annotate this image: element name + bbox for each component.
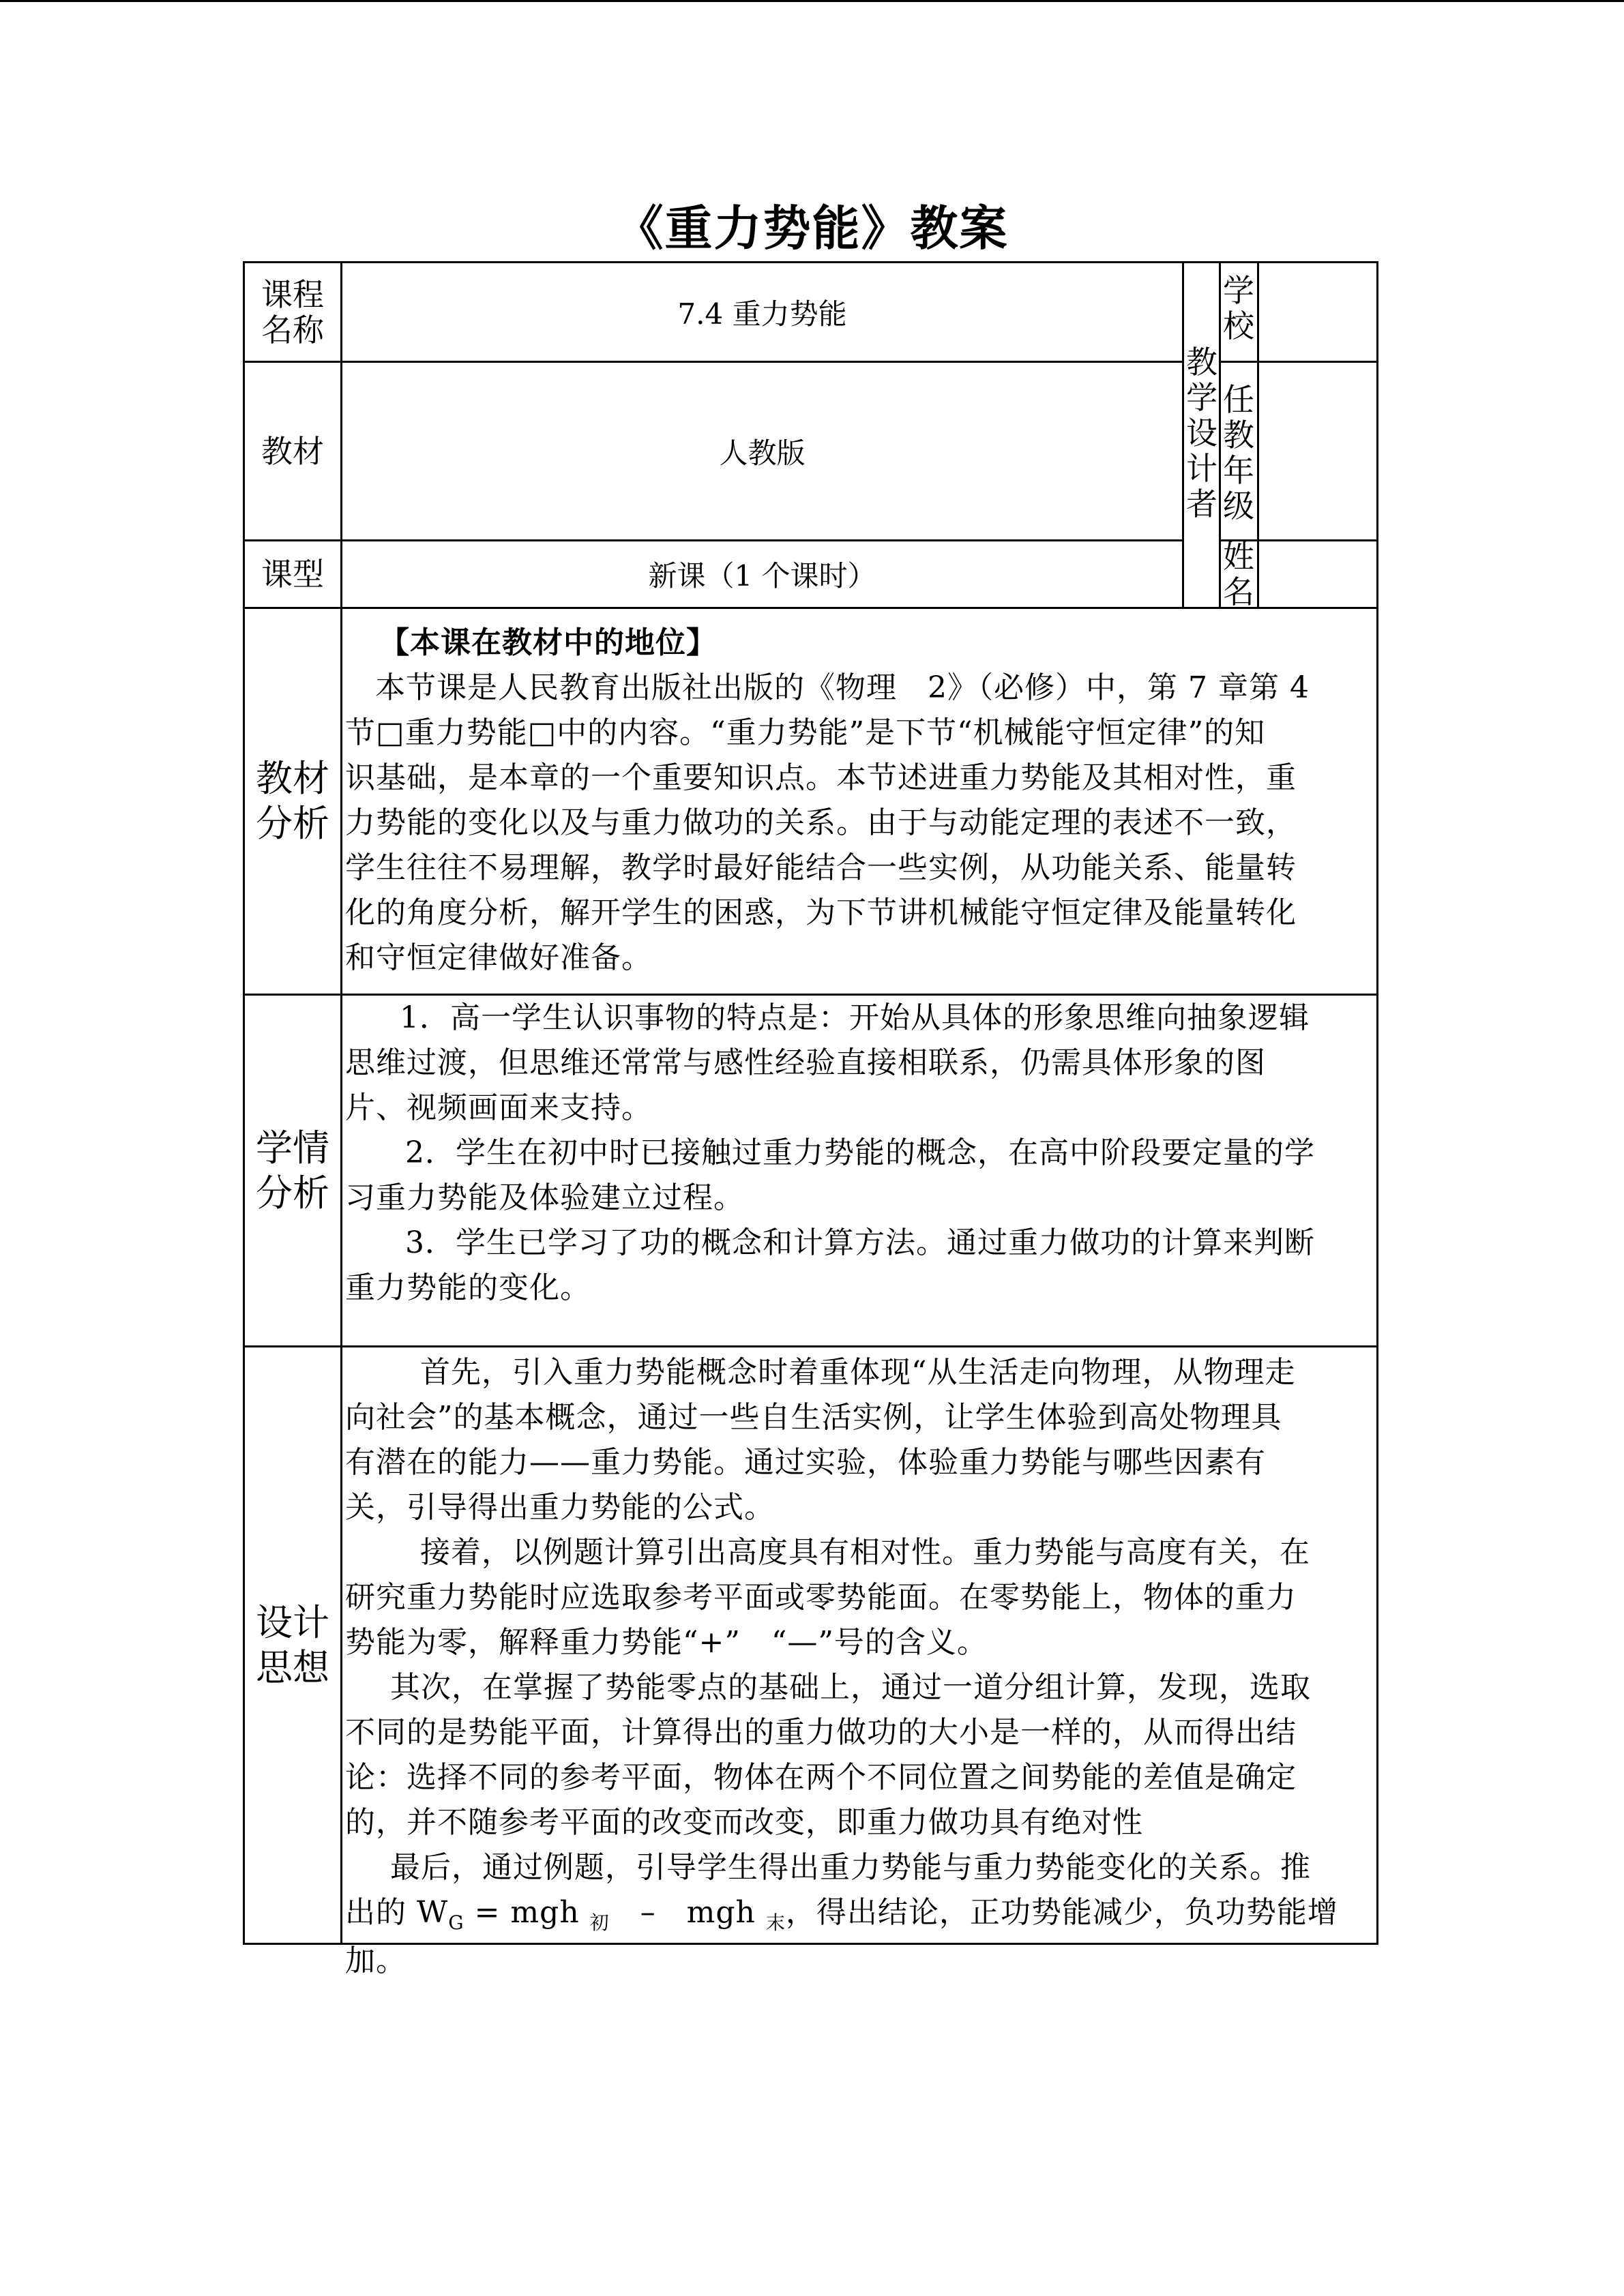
design-line-13: 出的 $W_G$ = mgh $_初$ – mgh $_末$，得出结论，正功势能减少，负功势能增加。	[345, 1895, 1338, 1978]
design-line-3: 有潜在的能力——重力势能。通过实验，体验重力势能与哪些因素有	[345, 1445, 1266, 1480]
textbook-label: 教材	[261, 432, 324, 470]
design-thinking-label-line1: 设计	[256, 1600, 329, 1644]
textbook-analysis-label-line1: 教材	[256, 757, 329, 800]
analysis-line-5: 学生往往不易理解，教学时最好能结合一些实例，从功能关系、能量转	[345, 850, 1297, 885]
design-line-1: 首先，引入重力势能概念时着重体现“从生活走向物理，从物理走	[420, 1355, 1296, 1390]
analysis-line-7: 和守恒定律做好准备。	[345, 940, 652, 975]
missing-glyph-icon: □	[376, 715, 405, 750]
course-name-label-line1: 课程	[261, 275, 324, 313]
student-analysis-content	[345, 996, 1375, 1311]
lesson-type-value: 新课（1 个课时）	[648, 559, 876, 593]
analysis-line-6: 化的角度分析，解开学生的困惑，为下节讲机械能守恒定律及能量转化	[345, 895, 1297, 930]
document-title: 《重力势能》教案	[615, 200, 1009, 256]
top-border-line	[0, 0, 1624, 2]
design-line-6: 研究重力势能时应选取参考平面或零势能面。在零势能上，物体的重力	[345, 1580, 1297, 1615]
textbook-analysis-content	[345, 621, 1375, 981]
designer-label: 教学设计者	[1186, 344, 1217, 522]
analysis-line-4: 力势能的变化以及与重力做功的关系。由于与动能定理的表述不一致，	[345, 805, 1297, 840]
school-value-field[interactable]	[1259, 263, 1376, 361]
textbook-analysis-label-line2: 分析	[256, 802, 329, 845]
student-analysis-label-line2: 分析	[256, 1171, 329, 1214]
textbook-analysis-label-cell	[245, 609, 340, 994]
name-value-field[interactable]	[1259, 541, 1376, 607]
analysis-line-3: 识基础，是本章的一个重要知识点。本节述进重力势能及其相对性，重	[345, 760, 1297, 795]
textbook-analysis-heading: 【本课在教材中的地位】	[379, 625, 717, 660]
student-line-4: 2．学生在初中时已接触过重力势能的概念，在高中阶段要定量的学	[405, 1135, 1315, 1170]
course-name-value: 7.4 重力势能	[677, 297, 847, 331]
school-label-cell	[1221, 273, 1257, 344]
student-analysis-label-cell	[245, 996, 340, 1345]
analysis-line-2: 节□重力势能□中的内容。“重力势能”是下节“机械能守恒定律”的知	[345, 715, 1266, 750]
student-line-7: 重力势能的变化。	[345, 1270, 591, 1305]
design-thinking-label-line2: 思想	[256, 1645, 329, 1689]
design-line-10: 论：选择不同的参考平面，物体在两个不同位置之间势能的差值是确定	[345, 1760, 1297, 1795]
design-line-4: 关，引导得出重力势能的公式。	[345, 1490, 775, 1525]
course-name-label-cell	[245, 263, 340, 361]
grade-label: 任教年级	[1223, 381, 1254, 524]
grade-label-cell	[1221, 382, 1257, 524]
student-line-1: 1．高一学生认识事物的特点是：开始从具体的形象思维向抽象逻辑	[400, 1000, 1310, 1035]
student-line-6: 3．学生已学习了功的概念和计算方法。通过重力做功的计算来判断	[405, 1225, 1315, 1260]
student-line-3: 片、视频画面来支持。	[345, 1090, 652, 1125]
design-thinking-content	[345, 1350, 1375, 1984]
course-name-label-line2: 名称	[261, 311, 324, 348]
analysis-line-1: 本节课是人民教育出版社出版的《物理 2》（必修）中，第 7 章第 4	[375, 670, 1310, 705]
missing-glyph-icon: □	[527, 715, 557, 750]
design-line-11: 的，并不随参考平面的改变而改变，即重力做功具有绝对性	[345, 1805, 1143, 1840]
lesson-type-label: 课型	[261, 556, 324, 593]
school-label: 学校	[1223, 272, 1254, 344]
student-line-5: 习重力势能及体验建立过程。	[345, 1180, 744, 1215]
design-line-8: 其次，在掌握了势能零点的基础上，通过一道分组计算，发现，选取	[390, 1670, 1311, 1705]
student-line-2: 思维过渡，但思维还常常与感性经验直接相联系，仍需具体形象的图	[345, 1045, 1266, 1080]
design-line-2: 向社会”的基本概念，通过一些自生活实例，让学生体验到高处物理具	[345, 1400, 1282, 1435]
design-line-5: 接着，以例题计算引出高度具有相对性。重力势能与高度有关，在	[420, 1535, 1310, 1570]
grade-value-field[interactable]	[1259, 363, 1376, 539]
name-label: 姓名	[1223, 538, 1254, 610]
design-line-9: 不同的是势能平面，计算得出的重力做功的大小是一样的，从而得出结	[345, 1715, 1297, 1750]
design-line-7: 势能为零，解释重力势能“+” “—”号的含义。	[345, 1625, 988, 1660]
design-line-12: 最后，通过例题，引导学生得出重力势能与重力势能变化的关系。推	[390, 1850, 1311, 1885]
name-label-cell	[1221, 539, 1257, 610]
student-analysis-label-line1: 学情	[256, 1126, 329, 1169]
design-thinking-label-cell	[245, 1347, 340, 1943]
textbook-value: 人教版	[719, 436, 806, 470]
designer-label-cell	[1184, 344, 1219, 522]
